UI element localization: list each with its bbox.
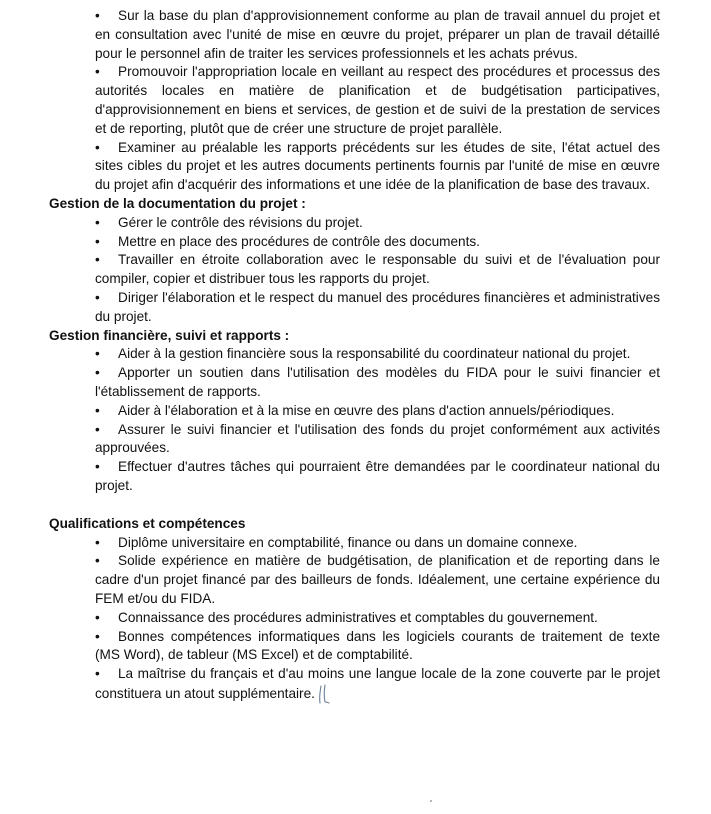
list-item: • Connaissance des procédures administratives et comptables du gouvernement. — [95, 609, 660, 628]
list-item: • Travailler en étroite collaboration avec le responsable du suivi et de l'évaluation pour compiler, copier et distribuer tous les rapports du projet. — [95, 252, 660, 287]
list-item: • Gérer le contrôle des révisions du projet. — [95, 214, 660, 233]
bullet-icon: • — [95, 402, 100, 418]
bullet-icon: • — [95, 628, 100, 644]
section-documentation — [49, 195, 660, 327]
bullet-icon: • — [95, 346, 100, 362]
list-item: • Aider à l'élaboration et à la mise en œuvre des plans d'action annuels/périodiques. — [95, 402, 660, 421]
bullet-list — [49, 534, 660, 704]
list-item: • Diriger l'élaboration et le respect du manuel des procédures financières et administratives du projet. — [95, 289, 660, 324]
section-intro-tasks — [49, 7, 660, 195]
bullet-list — [49, 214, 660, 327]
bullet-icon: • — [95, 553, 100, 569]
list-item: • Sur la base du plan d'approvisionnement conforme au plan de travail annuel du projet et en consultation avec l'unité de mise en œuvre du projet, préparer un plan de travail détaillé pour le personnel afin de traiter les services professionnels et les achats prévus. — [95, 8, 660, 61]
bullet-list — [49, 7, 660, 195]
bullet-icon: • — [95, 666, 100, 682]
bullet-icon: • — [95, 64, 100, 80]
bullet-icon: • — [95, 233, 100, 249]
bullet-icon: • — [95, 534, 100, 550]
section-heading: Gestion de la documentation du projet : — [49, 195, 306, 211]
section-heading: Gestion financière, suivi et rapports : — [49, 327, 290, 343]
bullet-icon: • — [95, 609, 100, 625]
list-item: • Apporter un soutien dans l'utilisation des modèles du FIDA pour le suivi financier et l'établissement de rapports. — [95, 365, 660, 399]
list-item: • Effectuer d'autres tâches qui pourraient être demandées par le coordinateur national du projet. — [95, 459, 660, 493]
list-item: • Diplôme universitaire en comptabilité, finance ou dans un domaine connexe. — [95, 534, 660, 553]
list-item: • Promouvoir l'appropriation locale en veillant au respect des procédures et processus des autorités locales en matière de planification et de budgétisation participatives, d'approvisionnement en biens et services, de gestion et de suivi de la prestation de services et de reporting, plutôt que de créer une structure de projet parallèle. — [95, 64, 660, 136]
bullet-icon: • — [95, 459, 100, 475]
bullet-icon: • — [95, 421, 100, 437]
list-item: • Examiner au préalable les rapports précédents sur les études de site, l'état actuel des sites cibles du projet et les autres documents pertinents fournis par l'unité de mise en œuvre du projet afin d'acquérir des informations et une idée de la planification de base des travaux. — [95, 139, 660, 193]
section-heading: Qualifications et compétences — [49, 515, 246, 531]
bullet-icon: • — [95, 252, 100, 268]
list-item: • Aider à la gestion financière sous la responsabilité du coordinateur national du projet. — [95, 345, 660, 364]
bullet-list — [49, 345, 660, 495]
bullet-icon: • — [95, 214, 100, 230]
list-item: • Solide expérience en matière de budgétisation, de planification et de reporting dans le cadre d'un projet financé par des bailleurs de fonds. Idéalement, une certaine expérience du FEM et/ou du FIDA. — [95, 553, 660, 606]
list-item: • Mettre en place des procédures de contrôle des documents. — [95, 233, 660, 252]
bullet-icon: • — [95, 289, 100, 305]
list-item: • Assurer le suivi financier et l'utilisation des fonds du projet conformément aux activités approuvées. — [95, 421, 660, 456]
bullet-icon: • — [95, 139, 100, 155]
section-financial-management — [49, 327, 660, 496]
section-qualifications — [49, 515, 660, 704]
bullet-icon: • — [95, 365, 100, 381]
list-item: • Bonnes compétences informatiques dans les logiciels courants de traitement de texte (MS Word), de tableur (MS Excel) et de comptabilité. — [95, 628, 660, 663]
handwritten-initial-mark — [317, 684, 331, 704]
bullet-icon: • — [95, 8, 100, 23]
scan-speck — [430, 800, 432, 802]
list-item: • La maîtrise du français et d'au moins une langue locale de la zone couverte par le projet constituera un atout supplémentaire. — [95, 665, 660, 704]
